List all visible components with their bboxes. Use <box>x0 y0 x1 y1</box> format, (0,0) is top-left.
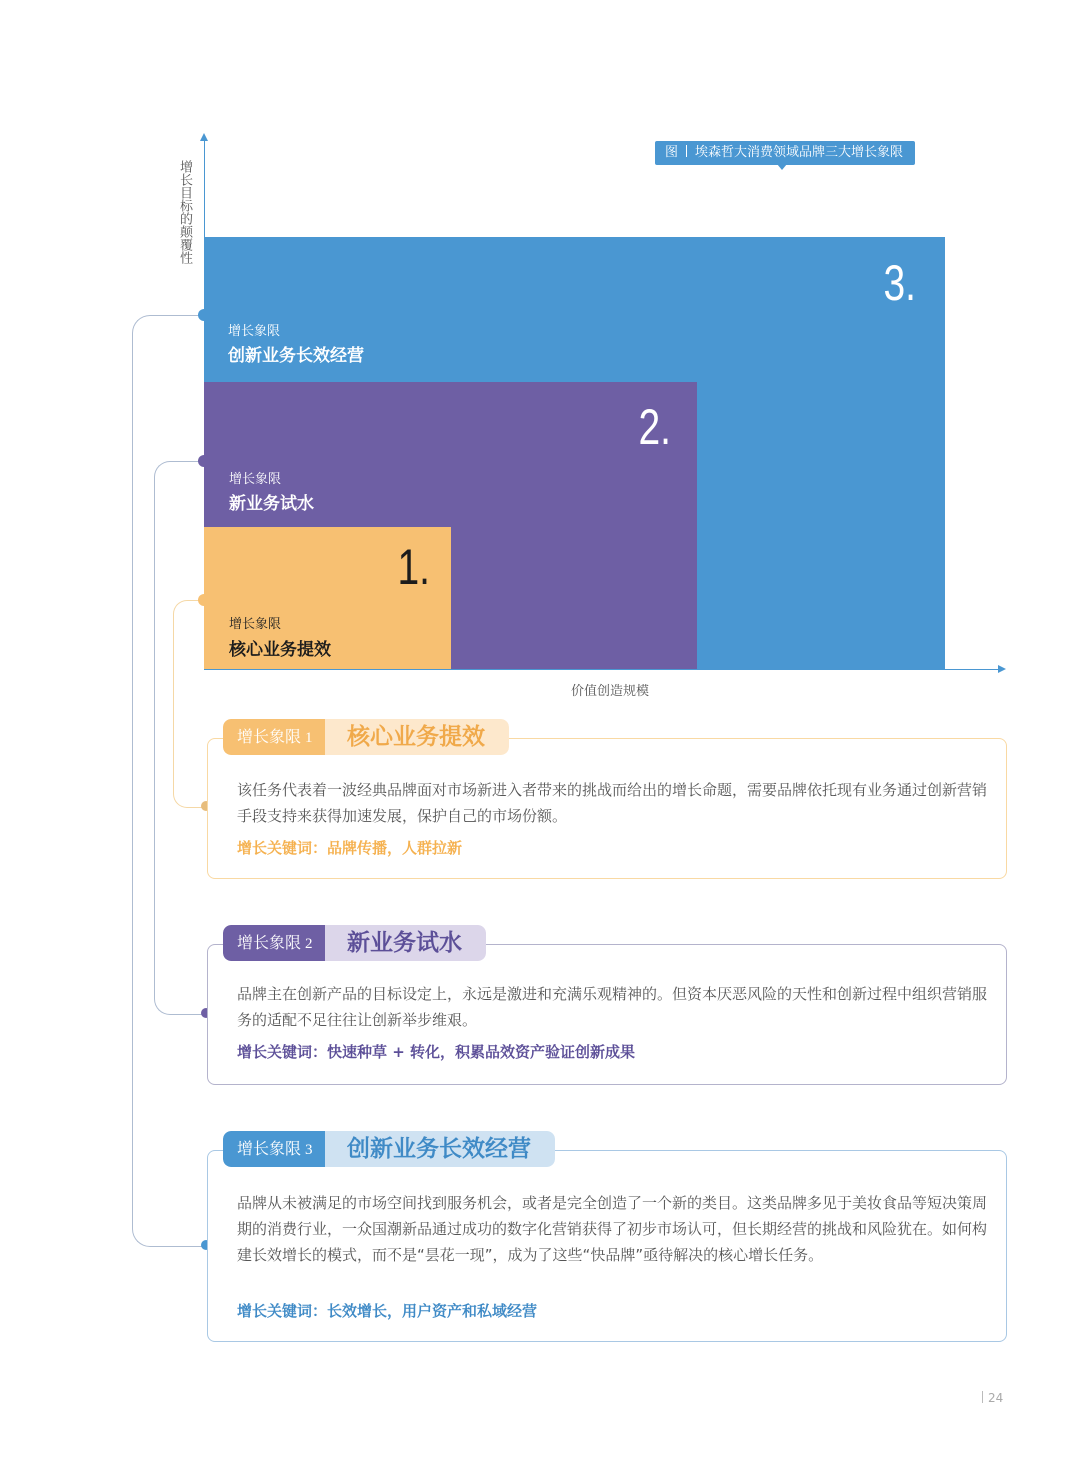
figure-caption-title: 埃森哲大消费领域品牌三大增长象限 <box>695 145 904 160</box>
connector-quadrant-1 <box>173 600 206 808</box>
y-axis-arrow <box>200 133 208 141</box>
card-1-keywords: 增长关键词：品牌传播，人群拉新 <box>237 839 463 857</box>
page-number-divider <box>982 1391 983 1403</box>
quadrant-2-label: 增长象限 <box>229 472 282 487</box>
card-2-body: 品牌主在创新产品的目标设定上，永远是激进和充满乐观精神的。但资本厌恶风险的天性和创新过程中组织营销服务的适配不足往往让创新举步维艰。 <box>237 985 988 1029</box>
card-2-pill-label <box>223 925 333 961</box>
card-2-keywords: 增长关键词：快速种草 + 转化，积累品效资产验证创新成果 <box>237 1043 636 1061</box>
card-1-body: 该任务代表着一波经典品牌面对市场新进入者带来的挑战而给出的增长命题，需要品牌依托现有业务通过创新营销手段支持来获得加速发展，保护自己的市场份额。 <box>237 781 988 825</box>
quadrant-3-number: 3. <box>883 255 916 311</box>
card-1-pill-number: 1 <box>305 730 313 746</box>
card-3-pill-label <box>223 1131 333 1167</box>
caption-divider <box>686 145 687 157</box>
card-3-keywords: 增长关键词：长效增长，用户资产和私域经营 <box>237 1302 538 1320</box>
card-2-pill-number: 2 <box>305 936 313 952</box>
quadrant-3-title: 创新业务长效经营 <box>228 346 364 366</box>
quadrant-3-dot <box>198 309 210 321</box>
caption-pointer <box>777 164 787 170</box>
card-1-header <box>223 719 509 755</box>
card-2-pill-text: 增长象限 <box>237 933 302 952</box>
card-3-pill-number: 3 <box>305 1142 313 1158</box>
card-3-pill-text: 增长象限 <box>237 1139 302 1158</box>
figure-caption <box>655 141 915 165</box>
quadrant-2-number: 2. <box>638 399 671 455</box>
quadrant-1-number: 1. <box>397 539 430 595</box>
card-2-header <box>223 925 486 961</box>
card-2-title: 新业务试水 <box>325 925 486 961</box>
card-1-title: 核心业务提效 <box>325 719 509 755</box>
y-axis-label: 增长目标的颠覆性 <box>177 160 192 264</box>
x-axis-label: 价值创造规模 <box>570 684 649 699</box>
page-number <box>982 1391 1003 1405</box>
card-3-title: 创新业务长效经营 <box>325 1131 555 1167</box>
x-axis <box>204 669 1000 670</box>
quadrant-2-title: 新业务试水 <box>229 494 314 514</box>
quadrant-3-label: 增长象限 <box>228 324 281 339</box>
quadrant-2-dot <box>198 455 210 467</box>
card-3-header <box>223 1131 555 1167</box>
page-number-text: 24 <box>988 1391 1004 1405</box>
card-1-pill-text: 增长象限 <box>237 727 302 746</box>
figure-caption-prefix: 图 <box>665 145 679 160</box>
x-axis-arrow <box>998 665 1006 673</box>
quadrant-1-title: 核心业务提效 <box>229 640 331 660</box>
quadrant-1-label: 增长象限 <box>229 617 282 632</box>
card-3-body: 品牌从未被满足的市场空间找到服务机会，或者是完全创造了一个新的类目。这类品牌多见于美妆食品等短决策周期的消费行业，一众国潮新品通过成功的数字化营销获得了初步市场认可，但长期经营的挑战和风险犹在。如何构建长效增长的模式，而不是“昙花一现”，成为了这些“快品牌”亟待解决的核心增长任务。 <box>237 1194 988 1264</box>
quadrant-1-dot <box>198 594 210 606</box>
card-1-pill-label <box>223 719 333 755</box>
